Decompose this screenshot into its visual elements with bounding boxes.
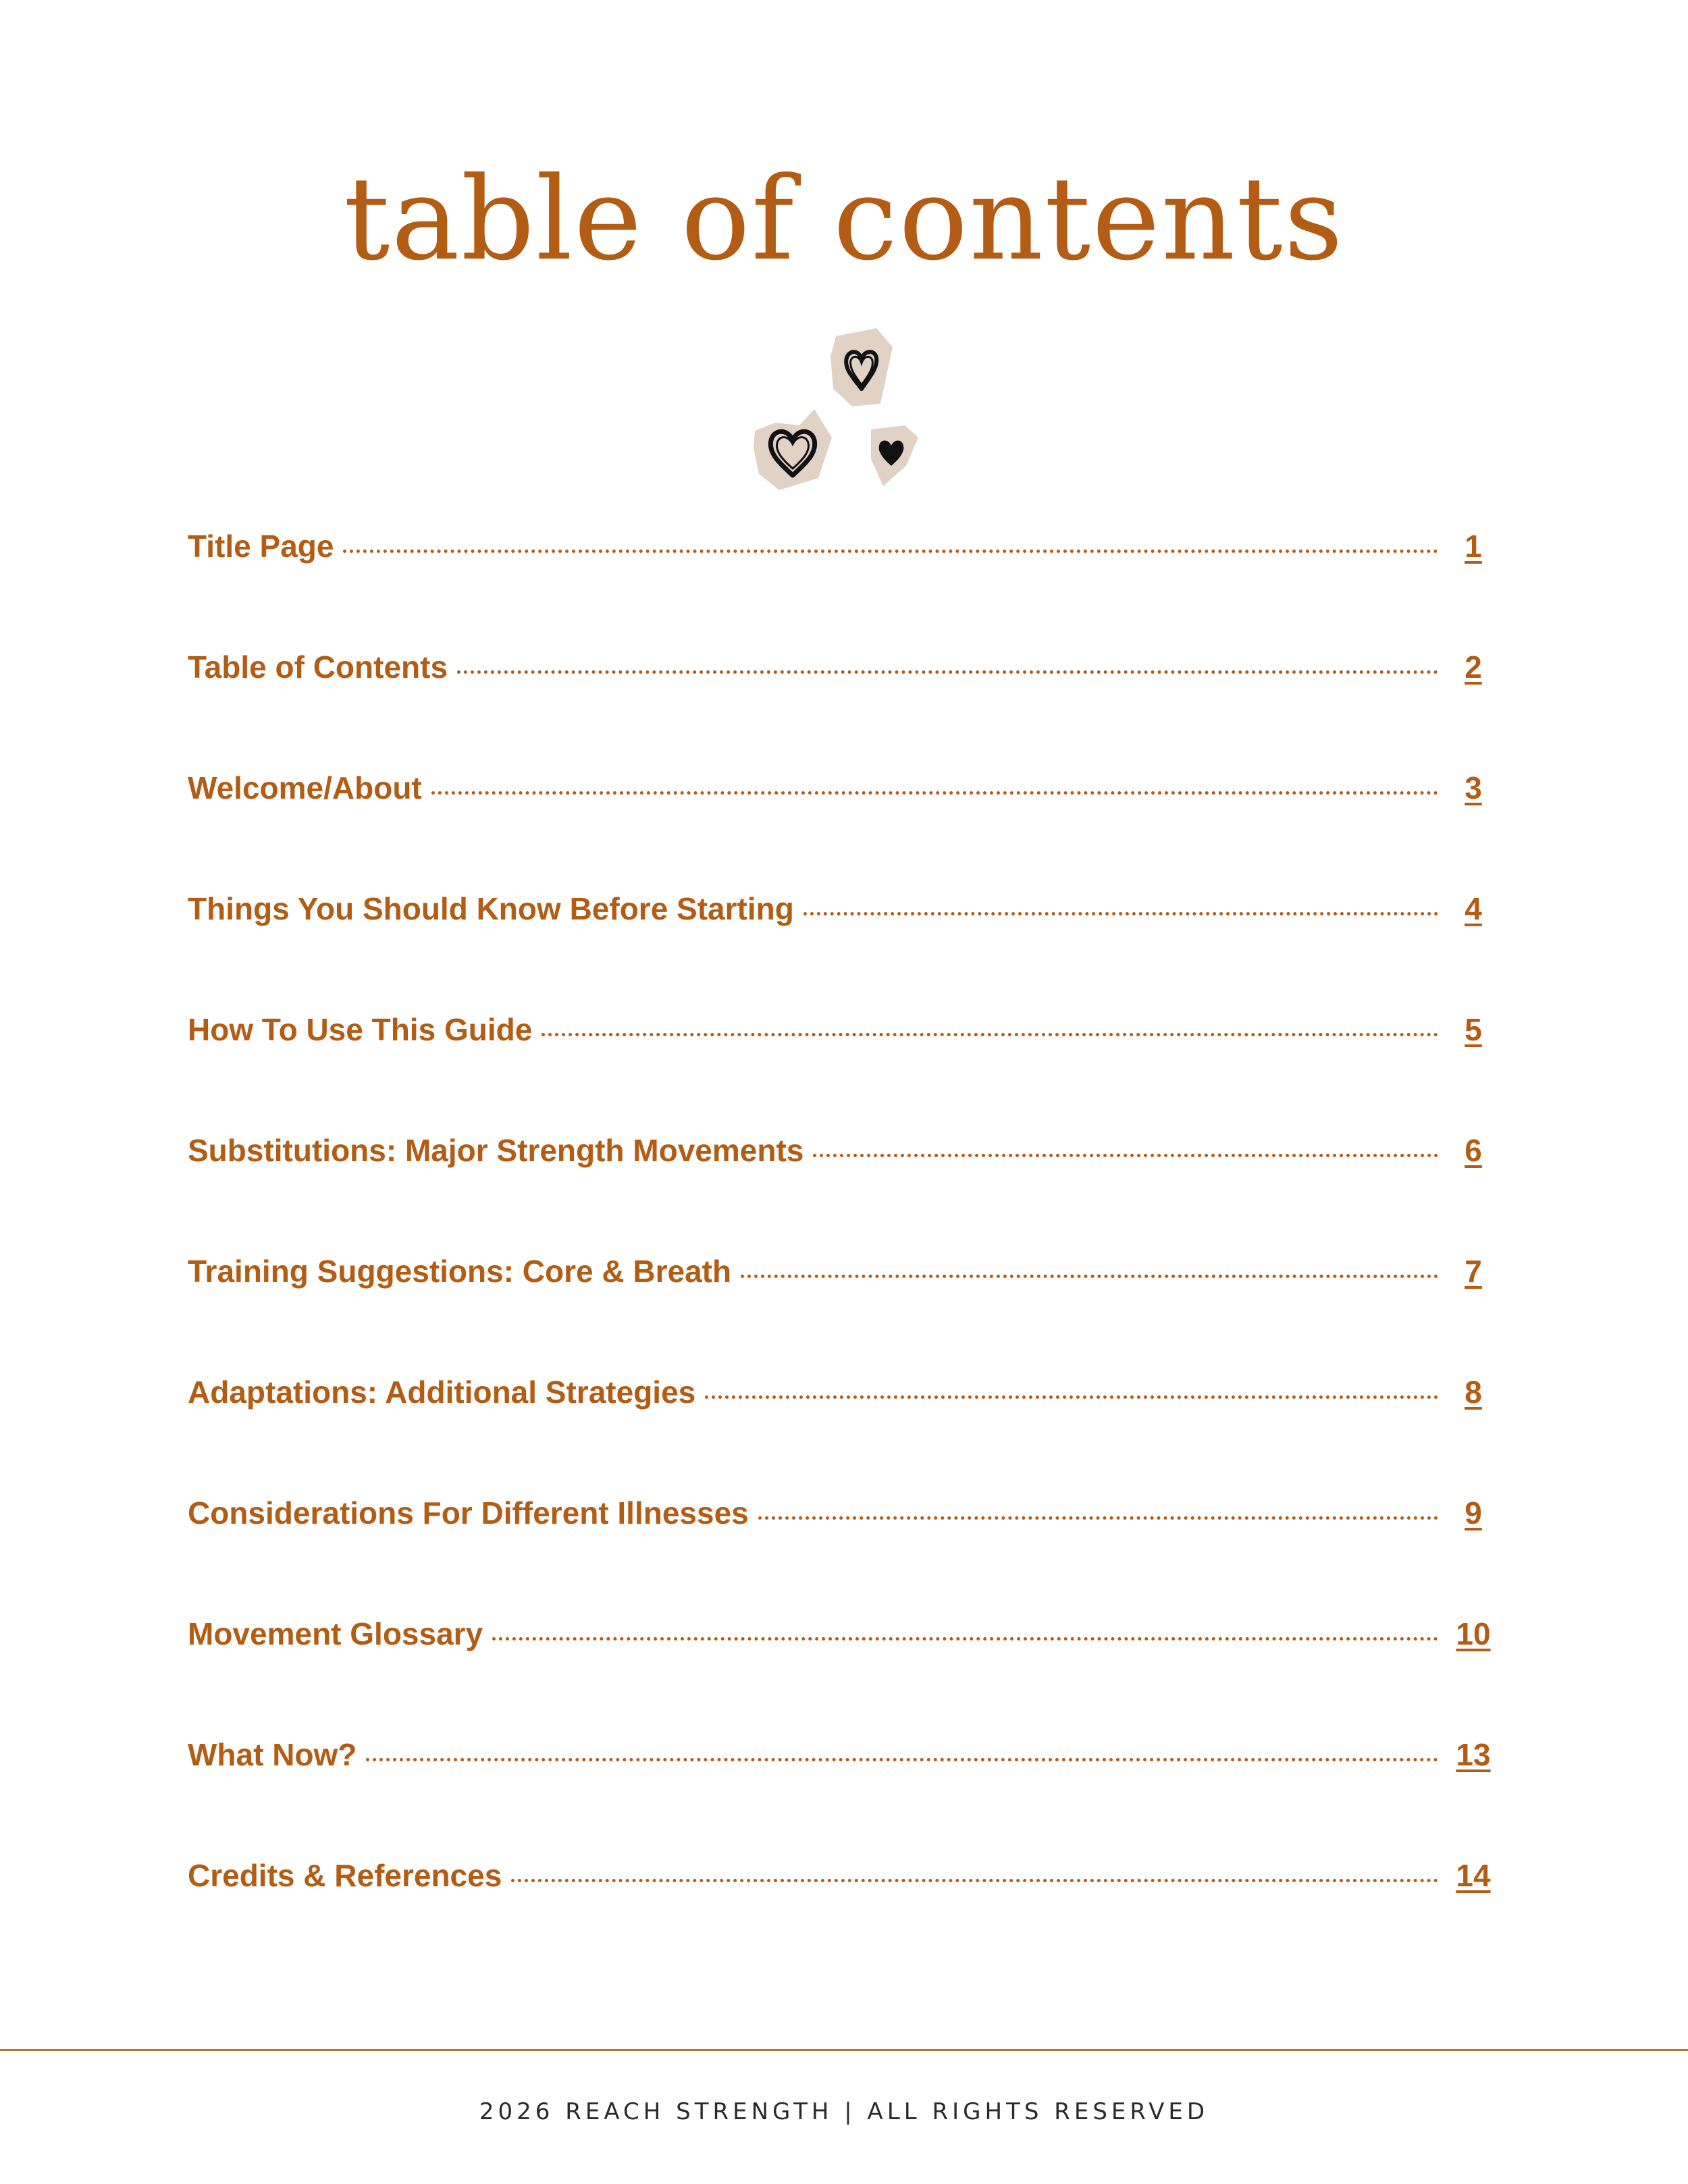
footer-copyright: 2026 REACH STRENGTH | ALL RIGHTS RESERVED: [479, 2098, 1209, 2125]
toc-entry[interactable]: [188, 770, 1498, 890]
toc-label: Training Suggestions: Core & Breath: [188, 1254, 732, 1289]
toc-label: What Now?: [188, 1737, 357, 1772]
dot-leader: [511, 1879, 1438, 1882]
toc-entry[interactable]: [188, 1253, 1498, 1374]
heart-right-icon: [871, 425, 918, 486]
toc-label: How To Use This Guide: [188, 1012, 533, 1047]
toc-page-link[interactable]: 3: [1465, 770, 1482, 805]
dot-leader: [431, 791, 1438, 795]
toc-page-link[interactable]: 9: [1465, 1495, 1482, 1530]
toc-label: Credits & References: [188, 1858, 502, 1893]
toc-entry[interactable]: [188, 1132, 1498, 1253]
dot-leader: [705, 1395, 1438, 1399]
toc-page-link[interactable]: 8: [1465, 1375, 1482, 1410]
toc-page-link[interactable]: 5: [1465, 1012, 1482, 1047]
hearts-decoration: [736, 324, 952, 527]
toc-entry[interactable]: [188, 1736, 1498, 1857]
toc-entry[interactable]: [188, 1374, 1498, 1495]
dot-leader: [366, 1758, 1438, 1761]
toc-page-link[interactable]: 10: [1456, 1616, 1491, 1651]
toc-entry[interactable]: [188, 1857, 1498, 1978]
dot-leader: [343, 550, 1438, 553]
toc-entry[interactable]: [188, 1616, 1498, 1736]
heart-left-icon: [754, 409, 832, 490]
toc-label: Considerations For Different Illnesses: [188, 1495, 749, 1530]
toc-page-link[interactable]: 14: [1456, 1858, 1491, 1893]
toc-entry[interactable]: [188, 649, 1498, 770]
page-title: table of contents: [344, 153, 1344, 286]
toc-label: Table of Contents: [188, 649, 448, 685]
toc-label: Movement Glossary: [188, 1616, 483, 1651]
toc-label: Substitutions: Major Strength Movements: [188, 1133, 804, 1168]
toc-label: Adaptations: Additional Strategies: [188, 1375, 696, 1410]
toc-list: [188, 528, 1498, 1978]
toc-page-link[interactable]: 7: [1465, 1254, 1482, 1289]
toc-entry[interactable]: [188, 1011, 1498, 1132]
toc-label: Welcome/About: [188, 770, 422, 805]
dot-leader: [813, 1154, 1438, 1157]
toc-page-link[interactable]: 13: [1456, 1737, 1491, 1772]
heart-top-icon: [830, 328, 893, 406]
toc-page-link[interactable]: 6: [1465, 1133, 1482, 1168]
toc-label: Title Page: [188, 529, 334, 564]
toc-label: Things You Should Know Before Starting: [188, 891, 794, 926]
dot-leader: [457, 670, 1438, 674]
dot-leader: [758, 1516, 1438, 1520]
toc-page-link[interactable]: 2: [1465, 649, 1482, 685]
dot-leader: [741, 1275, 1438, 1278]
dot-leader: [803, 912, 1438, 915]
footer-divider: [0, 2049, 1688, 2051]
toc-entry[interactable]: [188, 1495, 1498, 1616]
toc-page-link[interactable]: 1: [1465, 529, 1482, 564]
toc-page-link[interactable]: 4: [1465, 891, 1482, 926]
dot-leader: [492, 1637, 1438, 1641]
dot-leader: [542, 1033, 1438, 1036]
toc-entry[interactable]: [188, 890, 1498, 1011]
toc-entry[interactable]: [188, 528, 1498, 649]
